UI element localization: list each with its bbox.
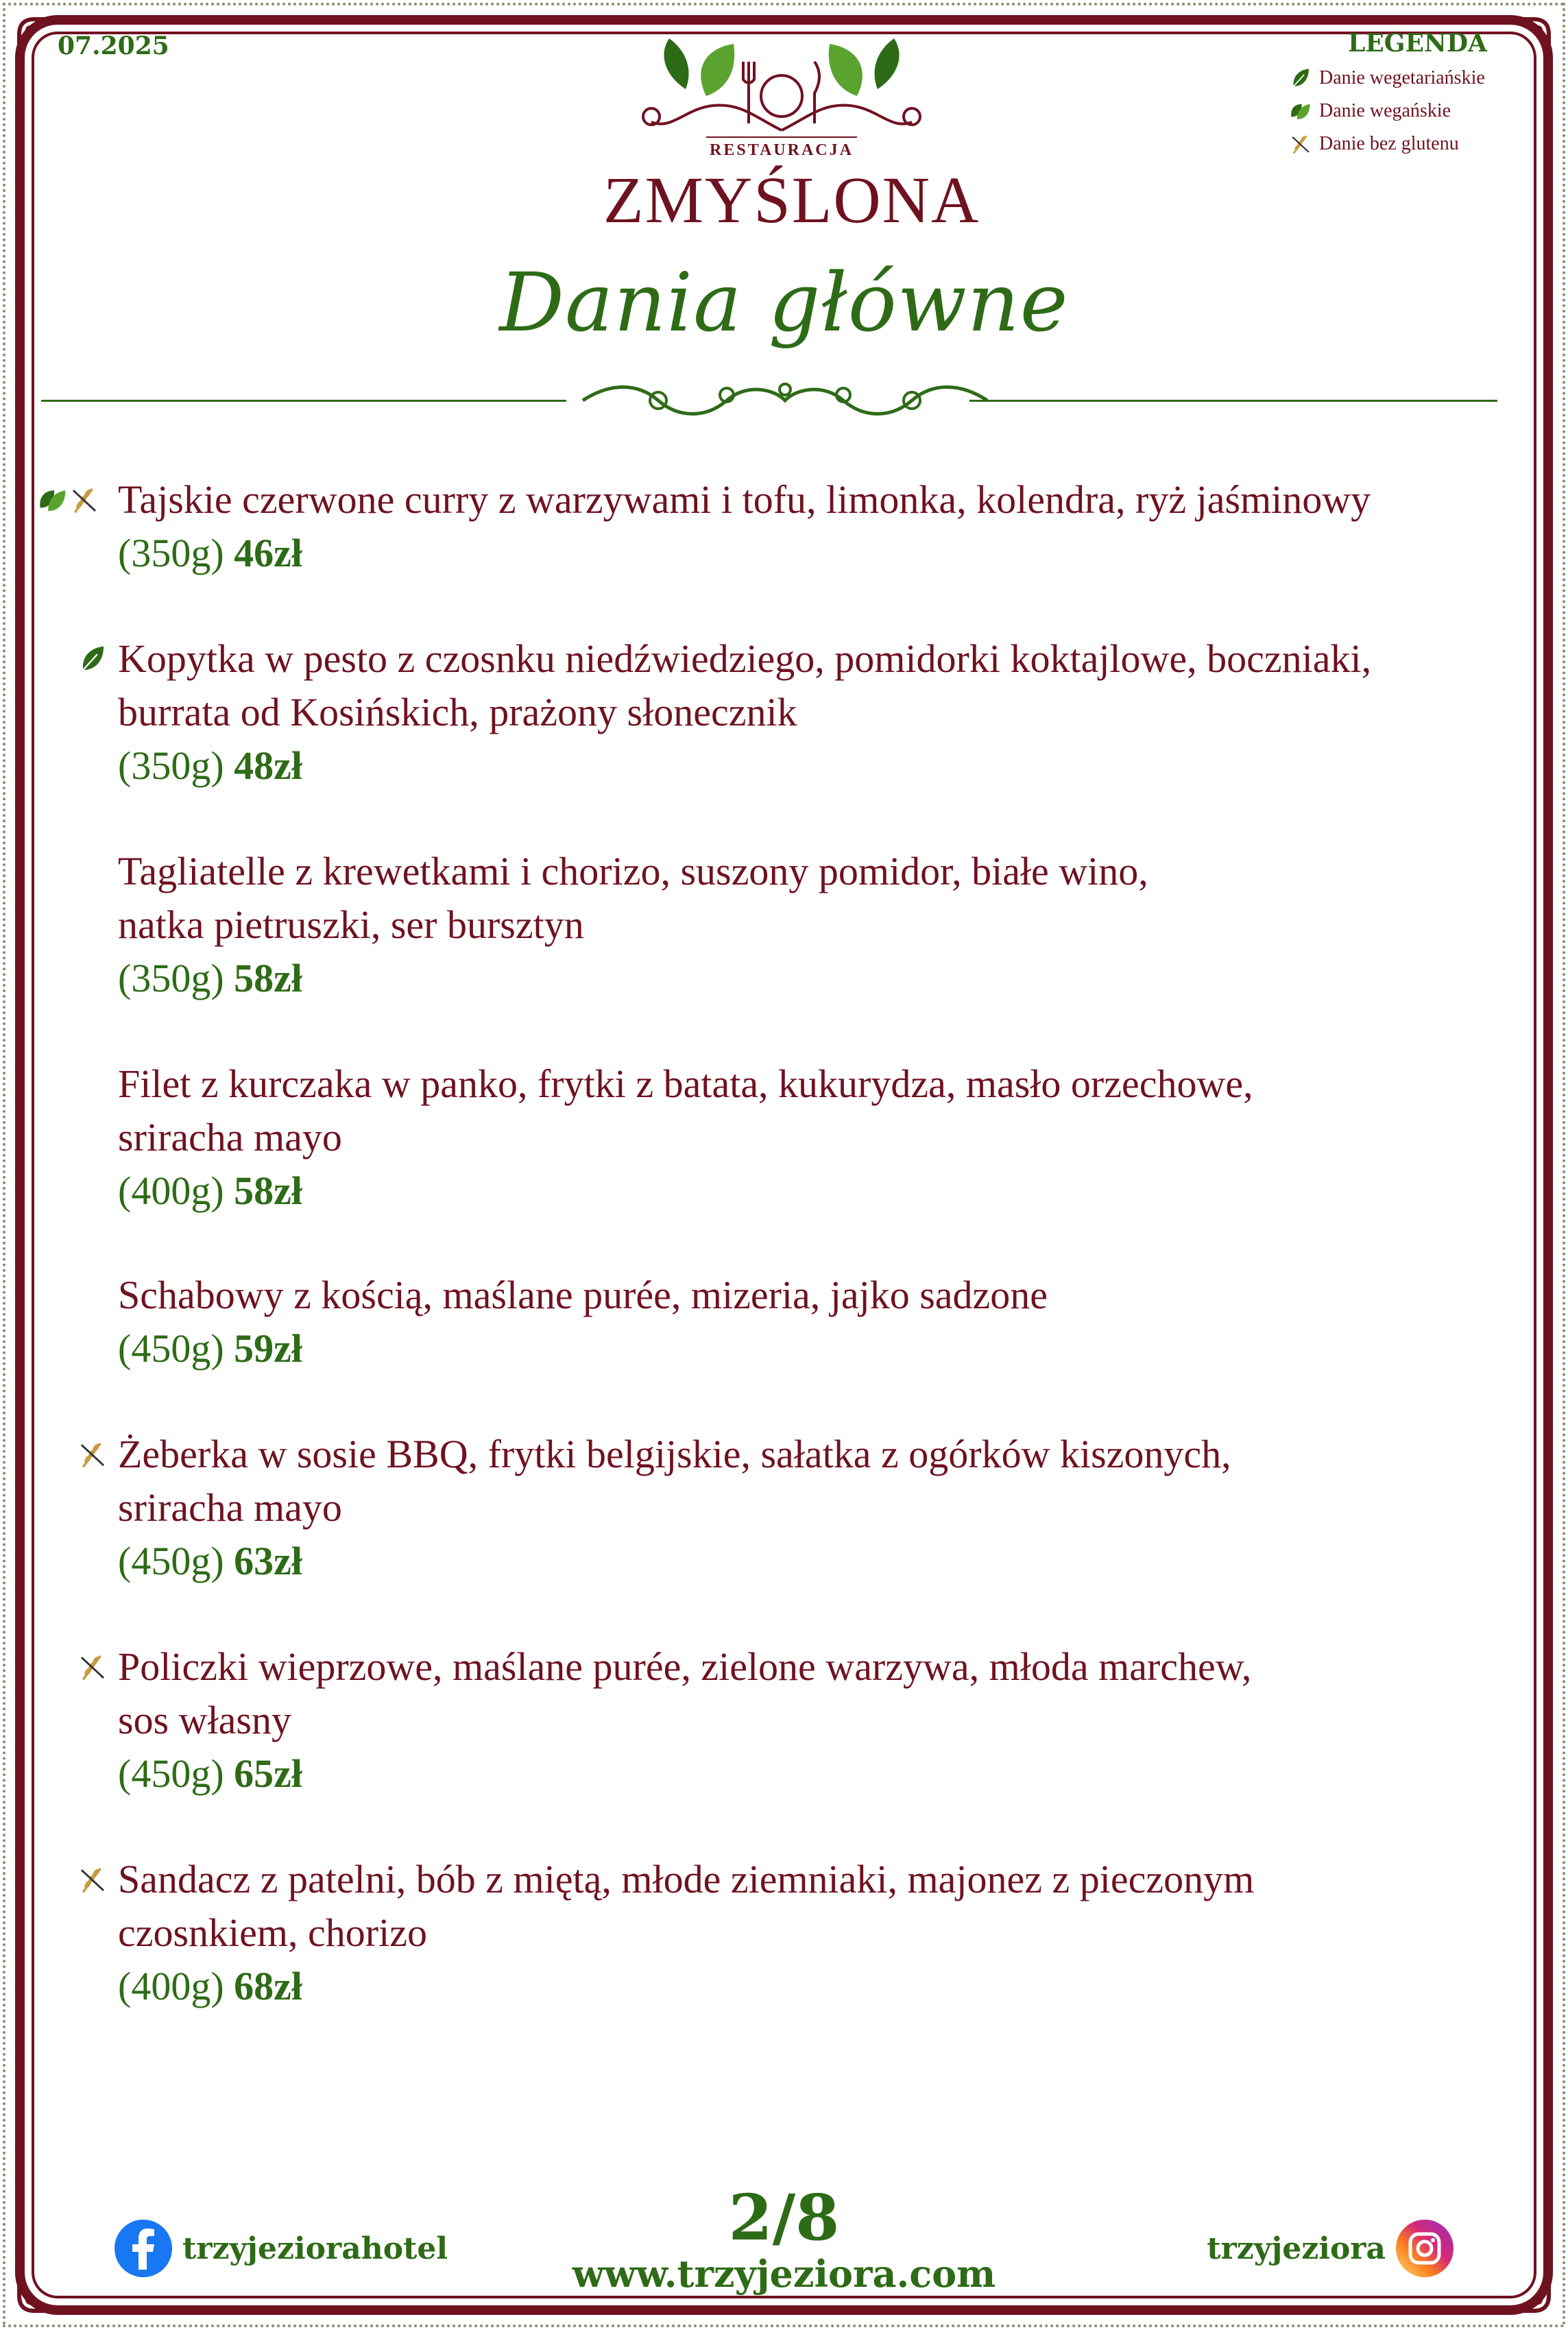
- logo-name: ZMYŚLONA: [603, 163, 980, 237]
- facebook-link[interactable]: [114, 2219, 448, 2278]
- leaf-vegetarian-icon: [1289, 67, 1312, 90]
- legend-title: LEGENDA: [1348, 29, 1487, 58]
- divider-line-right: [969, 400, 1497, 402]
- instagram-link[interactable]: [1207, 2219, 1454, 2278]
- dish-weight: (400g): [118, 1168, 224, 1213]
- dish-meta: [118, 1960, 1530, 2013]
- dish-name-line: sriracha mayo: [118, 1485, 342, 1530]
- dish-meta: [118, 527, 1530, 580]
- page-number: 2/8: [728, 2181, 840, 2255]
- dish-name-line: burrata od Kosińskich, prażony słonecznik: [118, 690, 797, 734]
- dish-name-line: Żeberka w sosie BBQ, frytki belgijskie, sałatka z ogórków kiszonych,: [118, 1432, 1231, 1476]
- leaf-vegan-icon: [37, 484, 69, 516]
- legend-item-gluten-free: [1289, 128, 1522, 160]
- dish-item: [118, 1269, 1530, 1376]
- flourish-divider-icon: [569, 376, 1001, 425]
- dish-weight: (350g): [118, 956, 224, 1000]
- legend-item-label: Danie wegetariańskie: [1319, 67, 1485, 88]
- dish-price: 68zł: [234, 1964, 302, 2008]
- dish-item: [118, 845, 1530, 1005]
- dish-weight: (450g): [118, 1539, 224, 1583]
- dish-name-line: Sandacz z patelni, bób z miętą, młode ziemniaki, majonez z pieczonym: [118, 1857, 1255, 1901]
- dish-name-line: sriracha mayo: [118, 1115, 342, 1160]
- dish-item: [118, 1428, 1530, 1588]
- dish-name-line: Filet z kurczaka w panko, frytki z batata, kukurydza, masło orzechowe,: [118, 1061, 1253, 1106]
- instagram-handle: trzyjeziora: [1207, 2231, 1386, 2266]
- legend-item-vegan: [1289, 95, 1522, 128]
- dish-weight: (350g): [118, 531, 224, 575]
- legend: [1289, 29, 1522, 160]
- dish-price: 48zł: [234, 743, 302, 788]
- dish-item: [118, 473, 1530, 580]
- dish-weight: (400g): [118, 1964, 224, 2008]
- dish-weight: (450g): [118, 1751, 224, 1796]
- dish-name-line: czosnkiem, chorizo: [118, 1910, 427, 1955]
- dish-name-line: Tajskie czerwone curry z warzywami i tofu, limonka, kolendra, ryż jaśminowy: [118, 477, 1371, 522]
- facebook-handle: trzyjeziorahotel: [182, 2231, 448, 2266]
- restaurant-logo: [603, 34, 980, 237]
- dish-name-line: Policzki wieprzowe, maślane purée, zielone warzywa, młoda marchew,: [118, 1644, 1252, 1689]
- dish-item: [118, 1853, 1530, 2013]
- menu-date: 07.2025: [58, 32, 169, 60]
- instagram-icon: [1395, 2219, 1454, 2278]
- gluten-free-icon: [77, 1864, 108, 1895]
- logo-leaves-icon: [603, 34, 960, 144]
- gluten-free-icon: [77, 1651, 108, 1683]
- dish-meta: [118, 1322, 1530, 1376]
- dish-name-line: Schabowy z kością, maślane purée, mizeria, jajko sadzone: [118, 1273, 1048, 1317]
- dish-weight: (350g): [118, 743, 224, 788]
- dish-name-line: Kopytka w pesto z czosnku niedźwiedziego, pomidorki koktajlowe, boczniaki,: [118, 636, 1372, 681]
- dish-meta: [118, 1535, 1530, 1588]
- dish-meta: [118, 739, 1530, 793]
- dish-price: 58zł: [234, 1168, 302, 1213]
- dish-price: 46zł: [234, 531, 302, 575]
- leaf-vegetarian-icon: [77, 643, 108, 675]
- dish-price: 59zł: [234, 1326, 302, 1371]
- facebook-icon: [114, 2219, 173, 2278]
- dish-item: [118, 1640, 1530, 1801]
- dish-meta: [118, 952, 1530, 1005]
- gluten-free-icon: [77, 1439, 108, 1470]
- website-link[interactable]: www.trzyjeziora.com: [572, 2252, 996, 2296]
- dish-meta: [118, 1747, 1530, 1801]
- dish-price: 65zł: [234, 1751, 302, 1796]
- dish-price: 63zł: [234, 1539, 302, 1583]
- legend-item-label: Danie wegańskie: [1319, 100, 1451, 121]
- dish-name-line: Tagliatelle z krewetkami i chorizo, suszony pomidor, białe wino,: [118, 849, 1148, 893]
- gluten-free-icon: [1289, 132, 1312, 156]
- legend-item-vegetarian: [1289, 62, 1522, 95]
- dish-item: [118, 1057, 1530, 1218]
- divider-line-left: [41, 400, 566, 402]
- legend-item-label: Danie bez glutenu: [1319, 133, 1459, 154]
- dish-price: 58zł: [234, 956, 302, 1000]
- section-title: Dania główne: [499, 255, 1069, 350]
- dish-name-line: natka pietruszki, ser bursztyn: [118, 902, 584, 947]
- dish-name-line: sos własny: [118, 1698, 291, 1742]
- logo-subtitle: RESTAURACJA: [710, 141, 854, 159]
- dish-weight: (450g): [118, 1326, 224, 1371]
- gluten-free-icon: [69, 484, 100, 516]
- dish-item: [118, 632, 1530, 793]
- leaf-vegan-icon: [1289, 99, 1312, 123]
- corner-ornament-icon: [16, 16, 58, 58]
- dish-meta: [118, 1164, 1530, 1218]
